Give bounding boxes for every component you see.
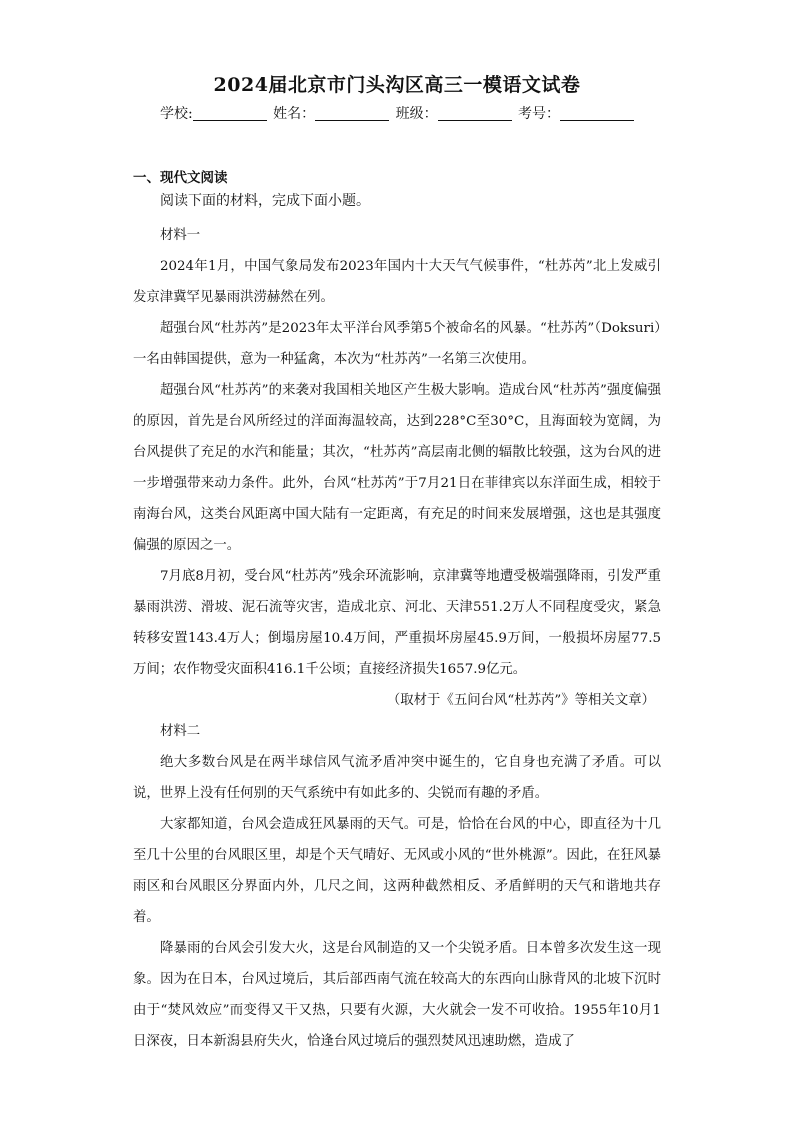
exam-no-field [518, 103, 634, 123]
section-instruction: 阅读下面的材料，完成下面小题。 [160, 193, 370, 209]
exam-no-blank[interactable] [560, 106, 634, 121]
section-heading: 一、现代文阅读 [133, 170, 228, 186]
exam-no-label: 考号： [518, 106, 561, 122]
material1-source: （取材于《五问台风“杜苏芮”》等相关文章） [386, 693, 655, 708]
material1-paragraph-1: 2024年1月，中国气象局发布2023年国内十大天气气候事件，“杜苏芮”北上发威引发京津冀罕见暴雨洪涝赫然在列。 [133, 259, 661, 305]
class-blank[interactable] [438, 106, 512, 121]
school-blank[interactable] [193, 106, 267, 121]
class-label: 班级： [395, 106, 438, 122]
name-label: 姓名： [273, 106, 316, 122]
material2-paragraph-3: 降暴雨的台风会引发大火，这是台风制造的又一个尖锐矛盾。日本曾多次发生这一现象。因为在日本，台风过境后，其后部西南气流在较高大的东西向山脉背风的北坡下沉时由于“焚风效应”而变得又干又热，只要有火源，大火就会一发不可收拾。1955年10月1日深夜，日本新潟县府失火，恰逢台风过境后的强烈焚风迅速助燃，造成了 [133, 941, 661, 1049]
name-blank[interactable] [315, 106, 389, 121]
reading-content [133, 220, 661, 1057]
material2-label: 材料二 [160, 724, 201, 739]
material2-paragraph-1: 绝大多数台风是在两半球信风气流矛盾冲突中诞生的，它自身也充满了矛盾。可以说，世界上没有任何别的天气系统中有如此多的、尖锐而有趣的矛盾。 [133, 755, 661, 801]
material1-label: 材料一 [160, 228, 201, 243]
name-field [273, 103, 389, 123]
material1-paragraph-4: 7月底8月初，受台风“杜苏芮”残余环流影响，京津冀等地遭受极端强降雨，引发严重暴雨洪涝、滑坡、泥石流等灾害，造成北京、河北、天津551.2万人不同程度受灾，紧急转移安置143.4万人；倒塌房屋10.4万间，严重损坏房屋45.9万间，一般损坏房屋77.5万间；农作物受灾面积416.1千公顷；直接经济损失1657.9亿元。 [133, 569, 661, 677]
material1-paragraph-3: 超强台风“杜苏芮”的来袭对我国相关地区产生极大影响。造成台风“杜苏芮”强度偏强的原因，首先是台风所经过的洋面海温较高，达到228°C至30°C，且海面较为宽阔，为台风提供了充足的水汽和能量；其次，“杜苏芮”高层南北侧的辐散比较强，这为台风的进一步增强带来动力条件。此外，台风“杜苏芮”于7月21日在菲律宾以东洋面生成，相较于南海台风，这类台风距离中国大陆有一定距离，有充足的时间来发展增强，这也是其强度偏强的原因之一。 [133, 383, 661, 553]
exam-title: 2024届北京市门头沟区高三一模语文试卷 [213, 74, 581, 96]
student-info-line [0, 103, 794, 123]
material2-paragraph-2: 大家都知道，台风会造成狂风暴雨的天气。可是，恰恰在台风的中心，即直径为十几至几十公里的台风眼区里，却是个天气晴好、无风或小风的“世外桃源”。因此，在狂风暴雨区和台风眼区分界面内外，几尺之间，这两种截然相反、矛盾鲜明的天气和谐地共存着。 [133, 817, 661, 925]
material1-paragraph-2: 超强台风“杜苏芮”是2023年太平洋台风季第5个被命名的风暴。“杜苏芮”（Doksuri）一名由韩国提供，意为一种猛禽，本次为“杜苏芮”一名第三次使用。 [133, 321, 661, 367]
school-field [160, 103, 267, 123]
class-field [396, 103, 512, 123]
school-label: 学校: [159, 106, 193, 122]
